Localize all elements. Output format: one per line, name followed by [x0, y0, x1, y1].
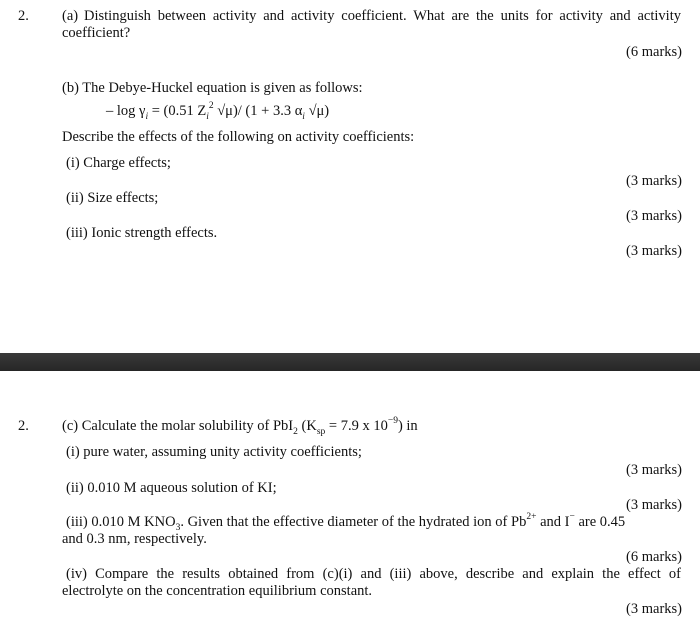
- part-b-item-ionic-marks: (3 marks): [626, 243, 682, 259]
- part-c-item-iv-marks: (3 marks): [626, 601, 682, 617]
- part-c-item-iii-line1: [66, 514, 625, 531]
- eq-part-4: √μ): [304, 103, 330, 119]
- part-a-text-line1: Distinguish between activity and activity coefficient. What are the units for activity and activity: [84, 8, 681, 24]
- debye-huckel-equation: [106, 103, 329, 120]
- part-c-item-ii: (ii) 0.010 M aqueous solution of KI;: [66, 480, 277, 496]
- eq-sub-i-2: i: [206, 111, 209, 122]
- part-c-intro-b: (K: [297, 418, 317, 434]
- part-c-intro-sup: −9: [387, 416, 398, 427]
- eq-part-2: = (0.51 Z: [148, 103, 207, 119]
- question-number-2: 2.: [18, 418, 29, 434]
- part-c-intro-a: (c) Calculate the molar solubility of PbI: [62, 418, 294, 434]
- eq-part-1: – log γ: [106, 103, 146, 119]
- part-c-intro: [62, 418, 418, 435]
- part-a-label: (a): [62, 8, 79, 24]
- part-b-intro: (b) The Debye-Huckel equation is given as follows:: [62, 80, 363, 96]
- part-b-item-ionic: (iii) Ionic strength effects.: [66, 225, 218, 241]
- part-c-iii-sup: 2+: [526, 512, 537, 523]
- part-c-iii-sub3: 3: [175, 522, 181, 533]
- part-c-iii-d: are 0.45: [574, 514, 626, 530]
- part-c-item-iii-line2: and 0.3 nm, respectively.: [62, 531, 207, 547]
- part-c-iii-a: (iii) 0.010 M KNO: [66, 514, 176, 530]
- eq-sup-2: 2: [208, 101, 214, 112]
- page-divider: [0, 353, 700, 371]
- part-c-iii-sup2: −: [569, 512, 575, 523]
- part-c-intro-d: ) in: [397, 418, 418, 434]
- part-c-item-ii-marks: (3 marks): [626, 497, 682, 513]
- eq-sub-i-1: i: [145, 111, 149, 122]
- part-c-intro-sub2: 2: [293, 426, 298, 437]
- part-b-item-charge: (i) Charge effects;: [66, 155, 171, 171]
- part-b-describe: Describe the effects of the following on activity coefficients:: [62, 129, 415, 145]
- part-b-item-size: (ii) Size effects;: [66, 190, 159, 206]
- part-c-item-iv-line2: electrolyte on the concentration equilibrium constant.: [62, 583, 373, 599]
- part-b-item-size-marks: (3 marks): [626, 208, 682, 224]
- part-c-intro-c: = 7.9 x 10: [325, 418, 388, 434]
- eq-part-3: √μ)/ (1 + 3.3 α: [213, 103, 303, 119]
- eq-sub-i-3: i: [302, 111, 305, 122]
- part-a-text-line2: coefficient?: [62, 25, 131, 41]
- part-a-marks: (6 marks): [626, 44, 682, 60]
- question-number: 2.: [18, 8, 29, 24]
- part-c-item-i-marks: (3 marks): [626, 462, 682, 478]
- part-c-item-iii-marks: (6 marks): [626, 549, 682, 565]
- part-c-iii-b: . Given that the effective diameter of the hydrated ion of Pb: [180, 514, 527, 530]
- part-c-iii-c: and I: [536, 514, 570, 530]
- part-c-intro-subsp: sp: [316, 426, 326, 437]
- part-c-item-i: (i) pure water, assuming unity activity coefficients;: [66, 444, 362, 460]
- part-b-item-charge-marks: (3 marks): [626, 173, 682, 189]
- part-c-item-iv-line1: (iv) Compare the results obtained from (c)(i) and (iii) above, describe and explain the effect of: [66, 566, 681, 582]
